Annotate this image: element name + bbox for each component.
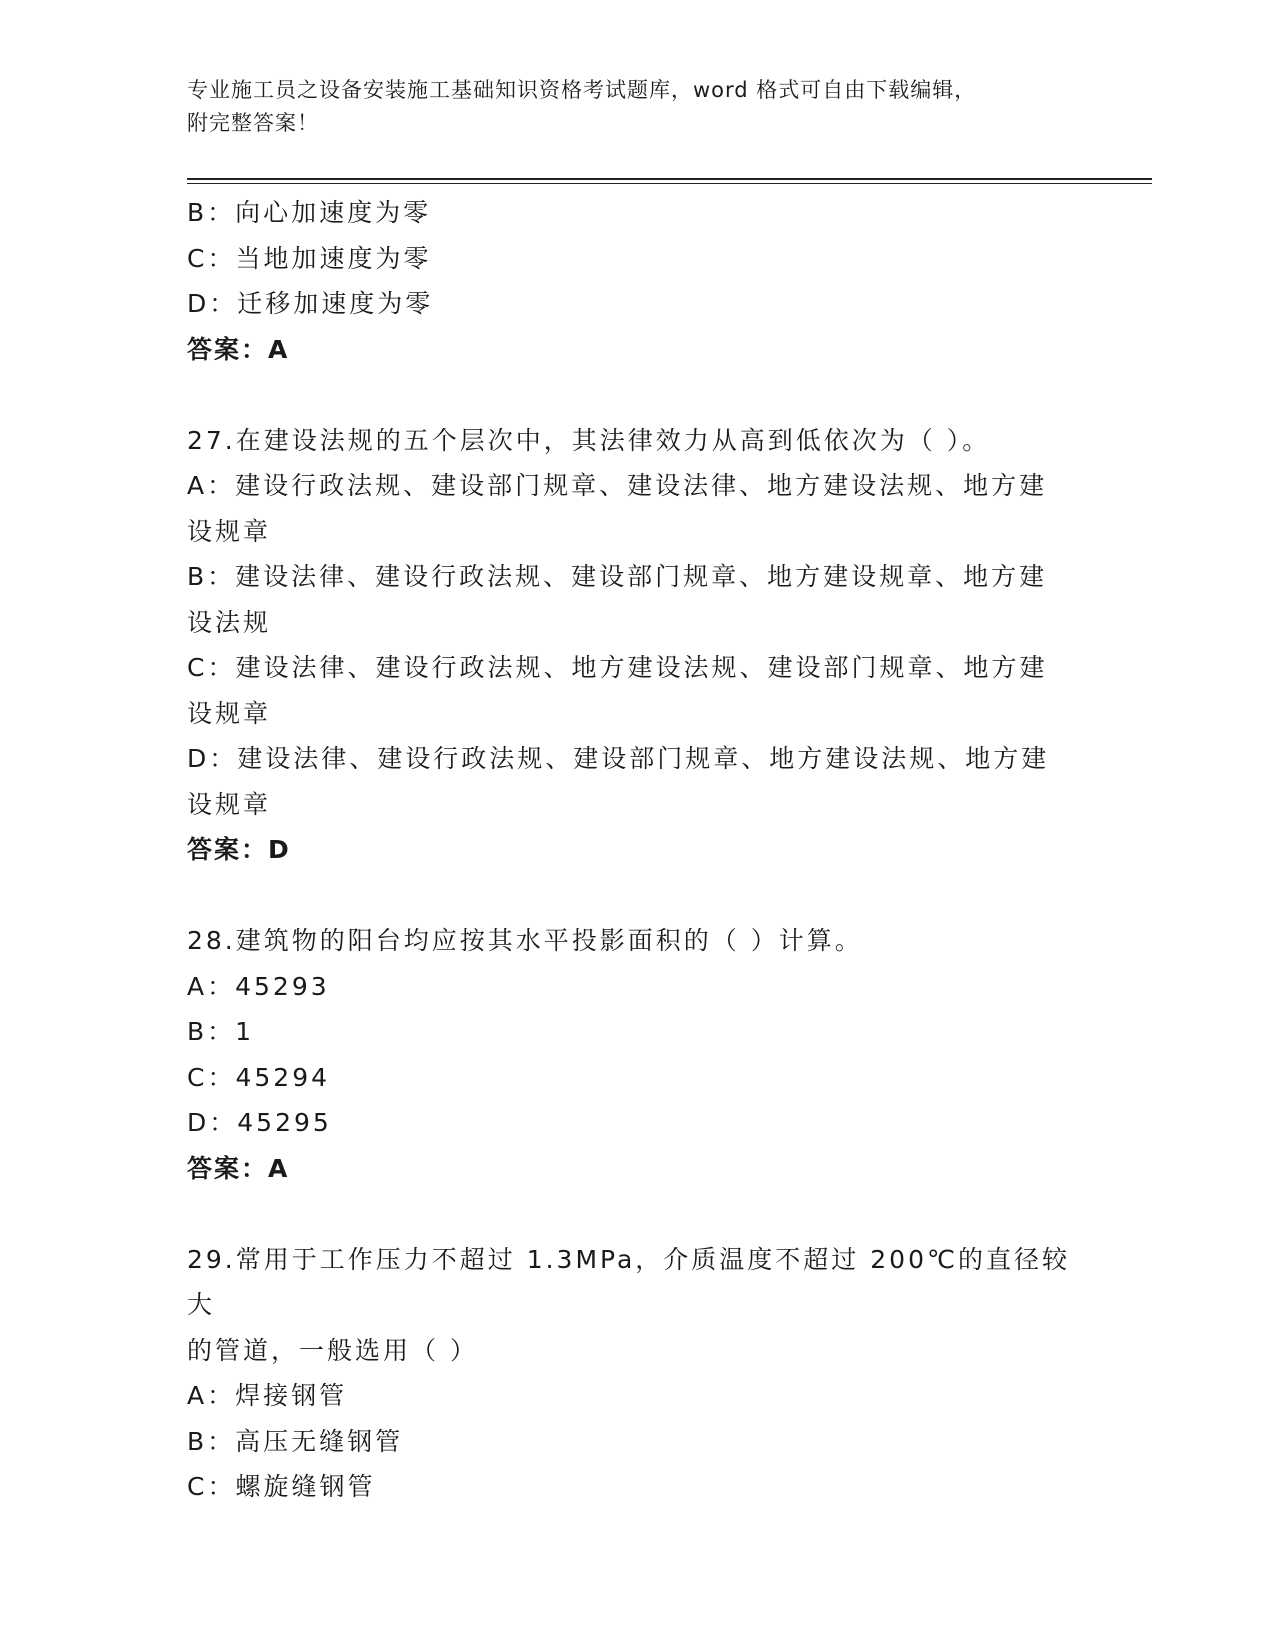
question-stem: 28.建筑物的阳台均应按其水平投影面积的（ ）计算。 bbox=[187, 926, 863, 955]
option-d: D：迁移加速度为零 bbox=[187, 289, 434, 318]
question-list bbox=[187, 190, 1077, 1510]
option-a: A：焊接钢管 bbox=[187, 1381, 348, 1410]
option-c-line-1: C：建设法律、建设行政法规、地方建设法规、建设部门规章、地方建 bbox=[187, 653, 1048, 682]
option-b-line-1: B：建设法律、建设行政法规、建设部门规章、地方建设规章、地方建 bbox=[187, 562, 1048, 591]
question-27 bbox=[187, 418, 1077, 873]
option-b: B：向心加速度为零 bbox=[187, 198, 432, 227]
option-a: A：45293 bbox=[187, 971, 330, 1001]
option-a-line-1: A：建设行政法规、建设部门规章、建设法律、地方建设法规、地方建 bbox=[187, 471, 1048, 500]
option-c-line-2: 设规章 bbox=[187, 698, 272, 728]
option-b: B：高压无缝钢管 bbox=[187, 1426, 404, 1456]
option-c: C：45294 bbox=[187, 1062, 331, 1092]
spacer bbox=[187, 372, 1077, 418]
header-divider-thick bbox=[187, 178, 1152, 180]
answer-line: 答案：D bbox=[187, 835, 291, 864]
question-stem-line-2: 的管道，一般选用（ ） bbox=[187, 1335, 478, 1365]
spacer bbox=[187, 1191, 1077, 1237]
answer-line: 答案：A bbox=[187, 1153, 290, 1183]
option-b-line-2: 设法规 bbox=[187, 607, 272, 637]
answer-line: 答案：A bbox=[187, 334, 290, 364]
option-d-line-2: 设规章 bbox=[187, 789, 272, 819]
question-28 bbox=[187, 918, 1077, 1191]
header-line-1: 专业施工员之设备安装施工基础知识资格考试题库，word 格式可自由下载编辑， bbox=[187, 78, 977, 102]
question-stem-line-1: 29.常用于工作压力不超过 1.3MPa，介质温度不超过 200℃的直径较大 bbox=[187, 1244, 1071, 1319]
question-29 bbox=[187, 1237, 1077, 1510]
option-b: B：1 bbox=[187, 1017, 255, 1046]
option-c: C：螺旋缝钢管 bbox=[187, 1472, 376, 1501]
option-d-line-1: D：建设法律、建设行政法规、建设部门规章、地方建设法规、地方建 bbox=[187, 744, 1050, 773]
document-header bbox=[187, 74, 1087, 140]
option-a-line-2: 设规章 bbox=[187, 516, 272, 546]
previous-question bbox=[187, 190, 1077, 372]
header-divider-thin bbox=[187, 183, 1152, 184]
option-d: D：45295 bbox=[187, 1108, 332, 1137]
spacer bbox=[187, 873, 1077, 919]
question-stem: 27.在建设法规的五个层次中，其法律效力从高到低依次为（ ）。 bbox=[187, 425, 991, 455]
option-c: C：当地加速度为零 bbox=[187, 243, 432, 273]
header-line-2: 附完整答案！ bbox=[187, 111, 319, 135]
